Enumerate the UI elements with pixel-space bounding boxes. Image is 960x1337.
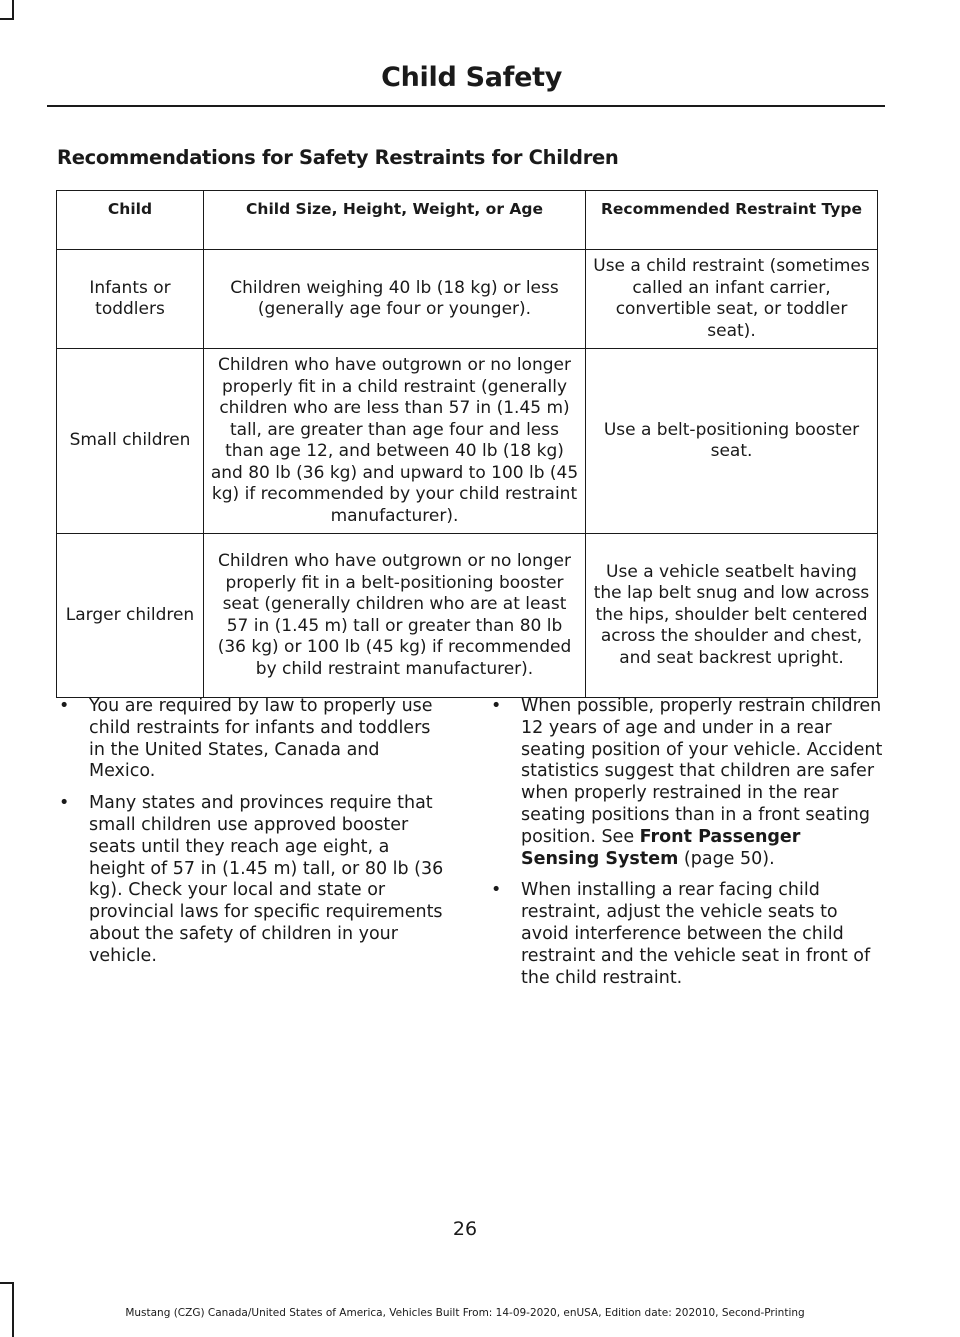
table-header-row [57, 191, 878, 250]
cell-child: Infants or toddlers [57, 250, 204, 349]
column-header-restraint: Recommended Restraint Type [586, 191, 878, 250]
bullet-text: When installing a rear facing child restraint, adjust the vehicle seats to avoid interference between the child restraint and the vehicle seat in front of the child restraint. [521, 880, 871, 988]
cell-restraint: Use a belt-positioning booster seat. [586, 349, 878, 534]
table-row [57, 349, 878, 534]
list-item [57, 696, 449, 783]
cross-reference-link[interactable]: Front Passenger Sensing System [521, 826, 801, 869]
cross-reference-page: (page 50). [683, 848, 775, 869]
page-number: 26 [452, 1218, 478, 1240]
cell-child: Small children [57, 349, 204, 534]
column-header-size: Child Size, Height, Weight, or Age [204, 191, 586, 250]
bullet-text: Many states and provinces require that small children use approved booster seats until they reach age eight, a height of 57 in (1.45 m) tall, or 80 lb (36 kg). Check your local and state or provincial laws for specific requirements about the safety of children in your vehicle. [89, 793, 444, 966]
list-item [489, 696, 884, 870]
cell-restraint: Use a child restraint (sometimes called an infant carrier, convertible seat, or toddler seat). [586, 250, 878, 349]
table-row [57, 534, 878, 698]
bullet-text: When possible, properly restrain children 12 years of age and under in a rear seating position of your vehicle. Accident statistics suggest that children are safer when properly restrained in the rear seating positions than in a front seating position. See [521, 696, 883, 847]
list-item [57, 793, 449, 967]
bullet-glyph: • [59, 696, 70, 716]
section-title: Recommendations for Safety Restraints for Children [57, 146, 619, 169]
column-header-child: Child [57, 191, 204, 250]
page-header-title: Child Safety [381, 62, 562, 93]
bullet-glyph: • [491, 696, 502, 716]
cell-size: Children who have outgrown or no longer properly fit in a belt-positioning booster seat (generally children who are at least 57 in (1.45 m) tall or greater than 80 lb (36 kg) or 100 lb (45 kg) if recommended by child restraint manufacturer). [204, 534, 586, 698]
crop-mark-top-left-horizontal [0, 18, 14, 20]
cell-size: Children who have outgrown or no longer properly fit in a child restraint (generally children who are less than 57 in (1.45 m) tall, are greater than age four and less than age 12, and between 40 lb (18 kg) and 80 lb (36 kg) and upward to 100 lb (45 kg) if recommended by your child restraint manufacturer). [204, 349, 586, 534]
bullet-text: You are required by law to properly use child restraints for infants and toddlers in the United States, Canada and Mexico. [89, 696, 433, 782]
cell-size: Children weighing 40 lb (18 kg) or less (generally age four or younger). [204, 250, 586, 349]
crop-mark-bottom-left-horizontal [0, 1282, 14, 1284]
list-item [489, 880, 884, 989]
footer-text: Mustang (CZG) Canada/United States of America, Vehicles Built From: 14-09-2020, enUSA, Edition date: 202010, Second-Printing [125, 1307, 805, 1319]
header-rule [47, 105, 885, 107]
bullet-list-left [57, 696, 449, 978]
table-row [57, 250, 878, 349]
cell-restraint: Use a vehicle seatbelt having the lap belt snug and low across the hips, shoulder belt centered across the shoulder and chest, and seat backrest upright. [586, 534, 878, 698]
cell-child: Larger children [57, 534, 204, 698]
bullet-glyph: • [59, 793, 70, 814]
bullet-list-right [489, 696, 884, 999]
restraint-recommendations-table [56, 190, 878, 698]
bullet-glyph: • [491, 880, 502, 901]
crop-mark-top-left-vertical [12, 0, 14, 18]
